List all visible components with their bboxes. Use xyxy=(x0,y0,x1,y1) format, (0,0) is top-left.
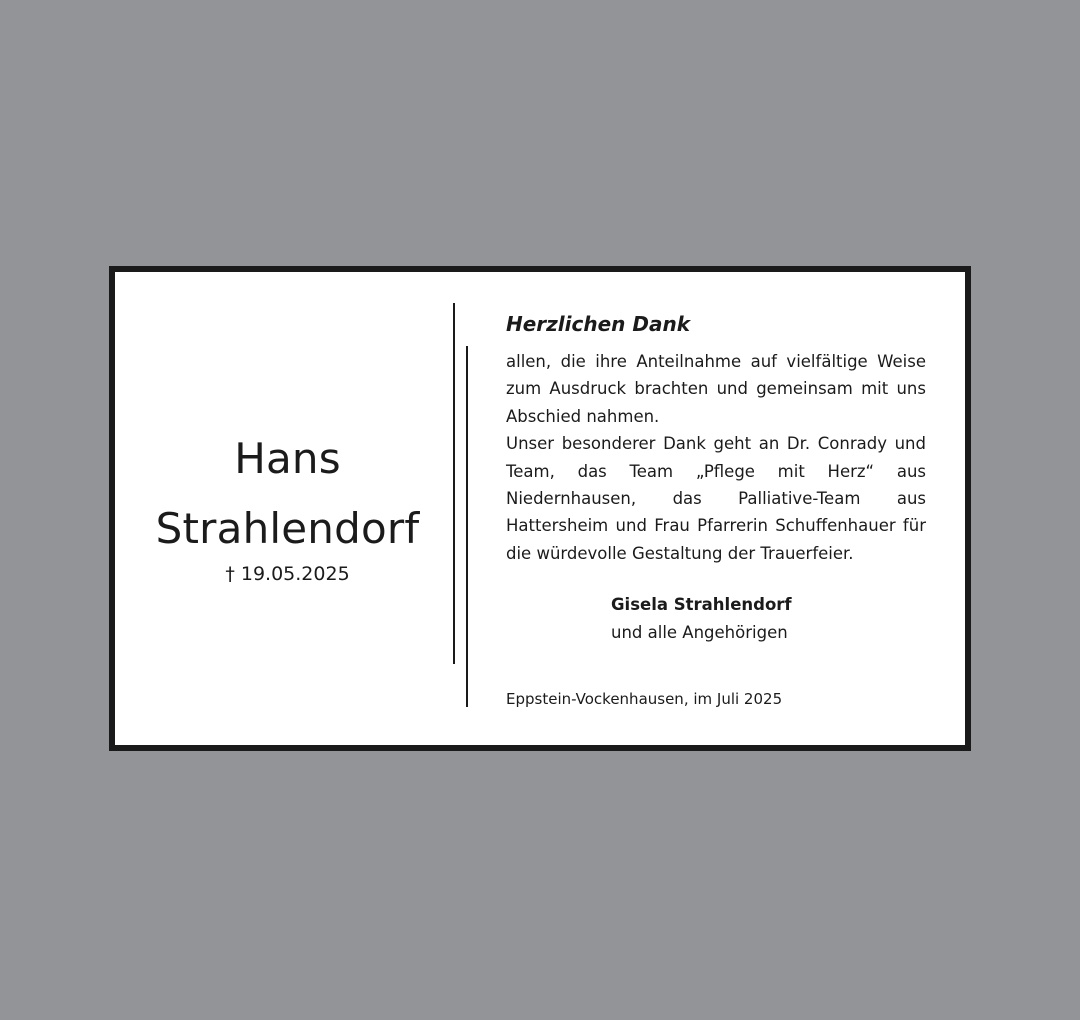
divider-line-left xyxy=(453,303,455,664)
thanks-body xyxy=(506,348,926,567)
divider-line-right xyxy=(466,346,468,707)
thanks-paragraph: allen, die ihre Anteilnahme auf vielfältige Weise zum Ausdruck brachten und gemeinsam mit uns Abschied nahmen. xyxy=(506,352,926,426)
thanks-paragraph: Unser besonderer Dank geht an Dr. Conrady und Team, das Team „Pflege mit Herz“ aus Niedernhausen, das Palliative-Team aus Hattersheim und Frau Pfarrerin Schuffenhauer für die würdevolle Gestaltung der Trauerfeier. xyxy=(506,434,926,563)
thanks-heading: Herzlichen Dank xyxy=(506,312,691,336)
death-date: † 19.05.2025 xyxy=(225,563,350,585)
deceased-panel xyxy=(115,272,460,745)
signature-family: und alle Angehörigen xyxy=(611,623,788,642)
deceased-first-name: Hans xyxy=(234,434,341,483)
place-date: Eppstein-Vockenhausen, im Juli 2025 xyxy=(506,690,783,708)
deceased-last-name: Strahlendorf xyxy=(155,504,420,553)
notice-card xyxy=(109,266,971,751)
signature-name: Gisela Strahlendorf xyxy=(611,595,792,614)
